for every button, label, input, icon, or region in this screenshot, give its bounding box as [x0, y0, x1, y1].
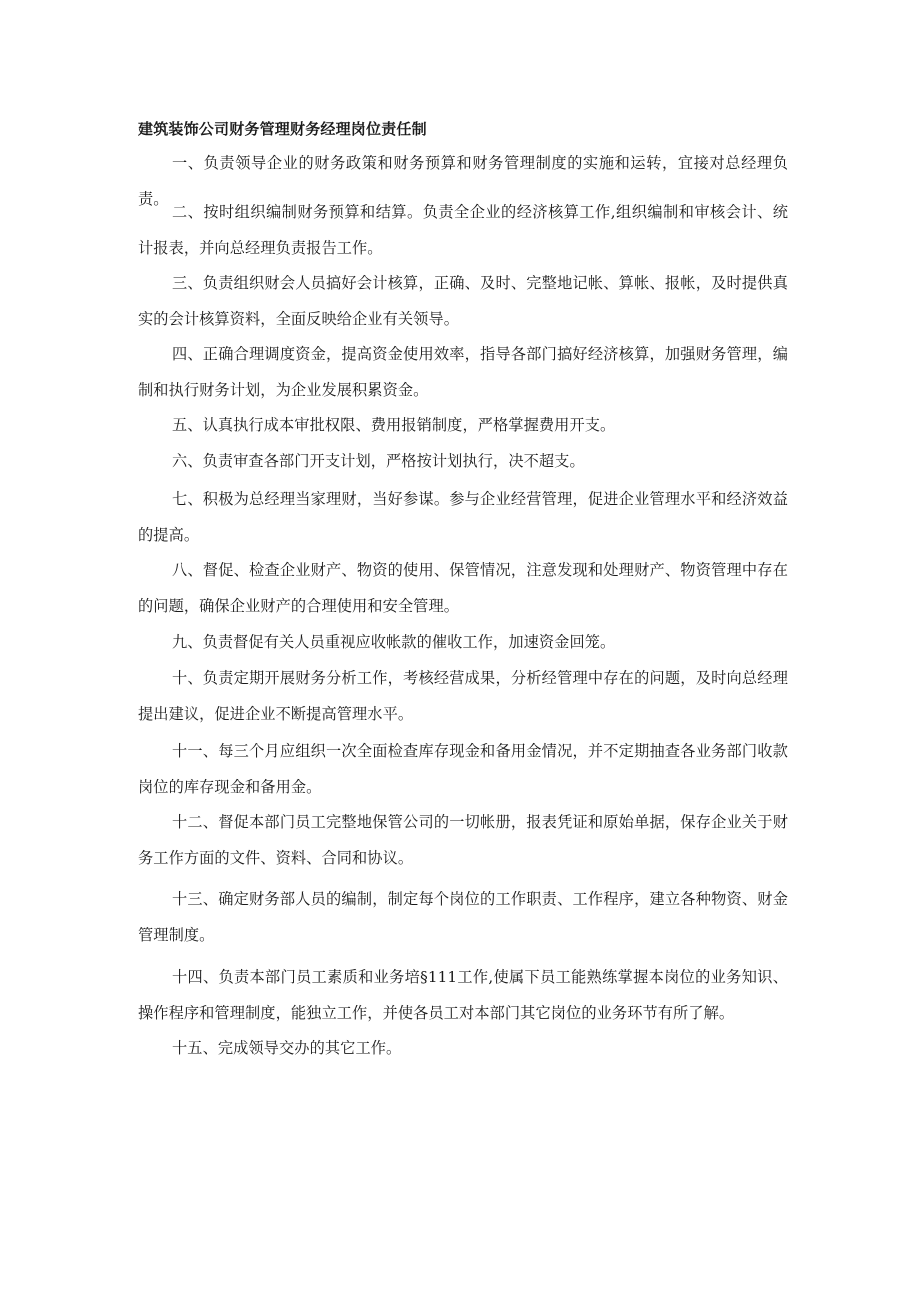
paragraph-5: 五、认真执行成本审批权限、费用报销制度，严格掌握费用开支。: [172, 416, 616, 434]
paragraph-8: 八、督促、检查企业财产、物资的使用、保管情况，注意发现和处理财产、物资管理中存在的问题，确保企业财产的合理使用和安全管理。: [138, 561, 788, 615]
paragraph-9: 九、负责督促有关人员重视应收帐款的催收工作，加速资金回笼。: [172, 633, 616, 651]
paragraph-2: 二、按时组织编制财务预算和结算。负责全企业的经济核算工作,组织编制和审核会计、统计报表，并向总经理负责报告工作。: [138, 203, 788, 257]
paragraph-15: 十五、完成领导交办的其它工作。: [172, 1039, 402, 1057]
paragraph-7: 七、积极为总经理当家理财，当好参谋。参与企业经营管理，促进企业管理水平和经济效益的提高。: [138, 490, 788, 544]
paragraph-14: 十四、负责本部门员工素质和业务培§111工作,使属下员工能熟练掌握本岗位的业务知识、操作程序和管理制度，能独立工作，并使各员工对本部门其它岗位的业务环节有所了解。: [138, 968, 788, 1022]
paragraph-13: 十三、确定财务部人员的编制，制定每个岗位的工作职责、工作程序，建立各种物资、财金管理制度。: [138, 890, 788, 944]
paragraph-11: 十一、每三个月应组织一次全面检查库存现金和备用金情况，并不定期抽查各业务部门收款岗位的库存现金和备用金。: [138, 742, 788, 796]
paragraph-12: 十二、督促本部门员工完整地保管公司的一切帐册，报表凭证和原始单据，保存企业关于财务工作方面的文件、资料、合同和协议。: [138, 813, 788, 867]
paragraph-10: 十、负责定期开展财务分析工作，考核经营成果，分析经管理中存在的问题，及时向总经理提出建议，促进企业不断提高管理水平。: [138, 669, 788, 723]
paragraph-6: 六、负责审查各部门开支计划，严格按计划执行，决不超支。: [172, 452, 585, 470]
paragraph-1: 一、负责领导企业的财务政策和财务预算和财务管理制度的实施和运转，宜接对总经理负责。: [138, 154, 788, 208]
paragraph-4: 四、正确合理调度资金，提高资金使用效率，指导各部门搞好经济核算，加强财务管理，编制和执行财务计划，为企业发展积累资金。: [138, 345, 788, 399]
paragraph-3: 三、负责组织财会人员搞好会计核算，正确、及时、完整地记帐、算帐、报帐，及时提供真实的会计核算资料，全面反映给企业有关领导。: [138, 274, 788, 328]
document-title: 建筑装饰公司财务管理财务经理岗位责任制: [138, 120, 427, 138]
